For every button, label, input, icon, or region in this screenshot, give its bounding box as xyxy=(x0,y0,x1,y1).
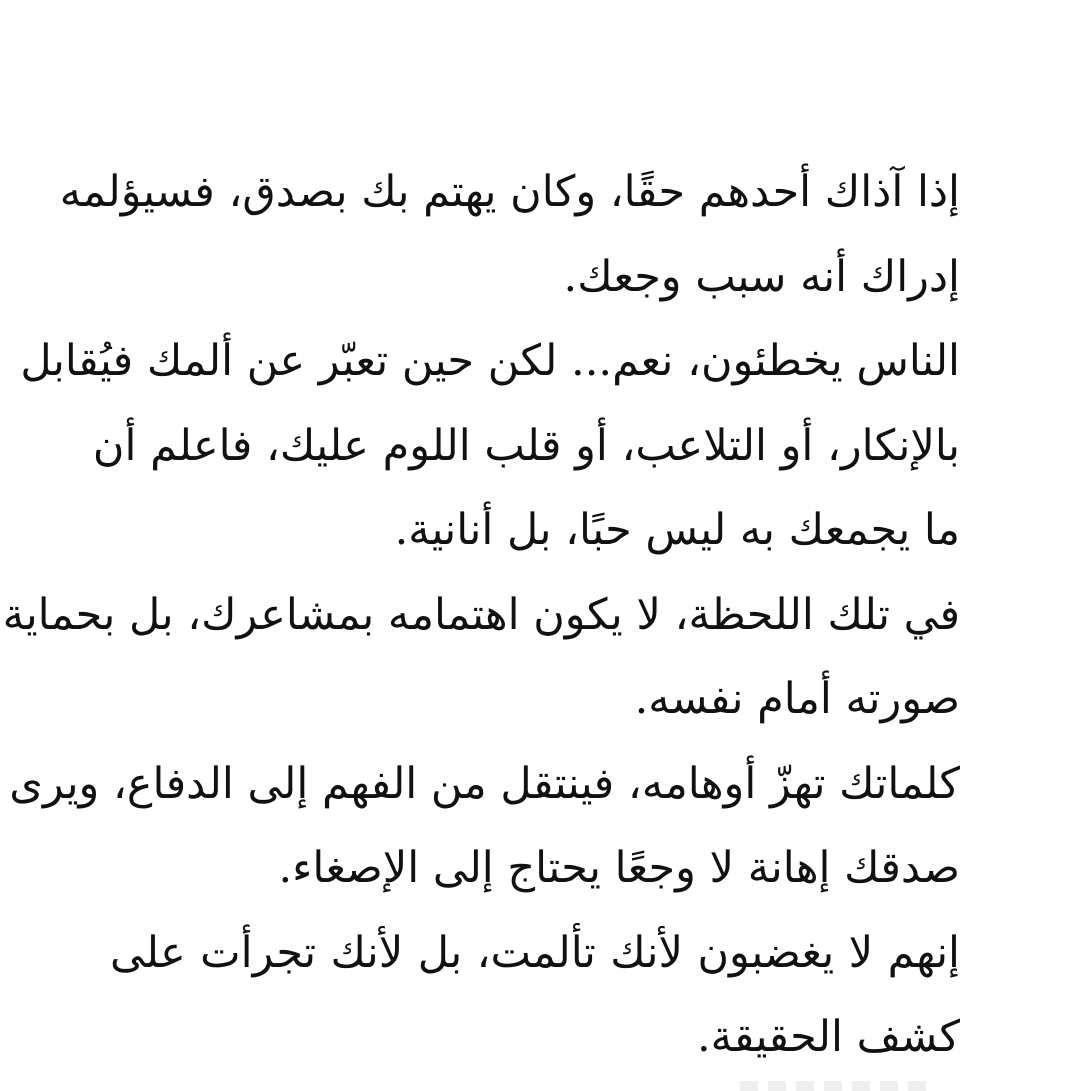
text-line-7: صورته أمام نفسه. xyxy=(634,674,960,724)
text-line-10: إنهم لا يغضبون لأنك تألمت، بل لأنك تجرأت على xyxy=(110,927,960,978)
text-line-3: الناس يخطئون، نعم... لكن حين تعبّر عن ألمك فيُقابل xyxy=(20,336,960,386)
text-line-4: بالإنكار، أو التلاعب، أو قلب اللوم عليك، فاعلم أن xyxy=(92,420,960,471)
text-line-6: في تلك اللحظة، لا يكون اهتمامه بمشاعرك، بل بحماية xyxy=(2,589,960,640)
text-line-8: كلماتك تهزّ أوهامه، فينتقل من الفهم إلى الدفاع، ويرى xyxy=(9,758,960,809)
text-line-9: صدقك إهانة لا وجعًا يحتاج إلى الإصغاء. xyxy=(278,843,960,893)
text-line-1: إذا آذاك أحدهم حقًا، وكان يهتم بك بصدق، فسيؤلمه xyxy=(59,167,960,217)
text-line-2: إدراك أنه سبب وجعك. xyxy=(563,251,960,302)
text-line-11: كشف الحقيقة. xyxy=(696,1012,960,1062)
faint-bottom-mark xyxy=(740,1081,930,1091)
quote-text xyxy=(2,150,960,1080)
text-line-5: ما يجمعك به ليس حبًا، بل أنانية. xyxy=(394,505,960,555)
